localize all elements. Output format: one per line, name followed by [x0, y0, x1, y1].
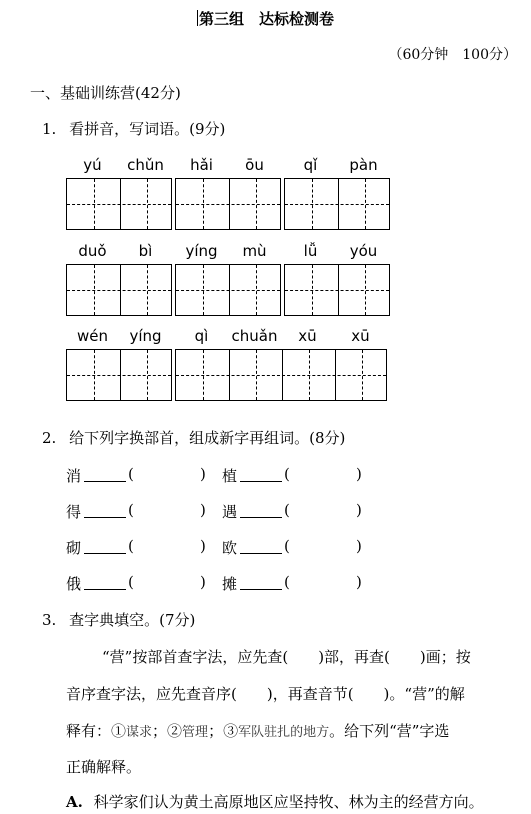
section-heading: 一、基础训练营(42分)	[30, 84, 181, 102]
pinyin-label: qì	[194, 327, 209, 345]
option-label: A.	[66, 793, 83, 811]
q3-line-3	[66, 720, 449, 741]
paren-open: (	[128, 465, 134, 483]
question-text: 给下列字换部首，组成新字再组词。(8分)	[69, 429, 346, 447]
character: 遇	[222, 503, 238, 521]
cell-guide	[176, 204, 280, 205]
pinyin-label: yú	[83, 156, 102, 174]
paren-close: )	[356, 537, 362, 555]
pinyin-label: yíng	[185, 242, 218, 260]
pinyin-label: wén	[76, 327, 108, 345]
time-score: （60分钟 100分）	[388, 47, 517, 63]
writing-box[interactable]	[284, 264, 390, 316]
answer-blank[interactable]	[240, 541, 282, 554]
answer-blank[interactable]	[84, 469, 126, 482]
paren-close: )	[200, 573, 206, 591]
meaning-2: 管理	[182, 725, 209, 740]
question-number: 1.	[42, 120, 57, 138]
writing-box[interactable]	[175, 349, 387, 401]
answer-blank[interactable]	[240, 577, 282, 590]
pinyin-label: yíng	[129, 327, 162, 345]
answer-blank[interactable]	[84, 577, 126, 590]
cell-guide	[285, 290, 389, 291]
paren-open: (	[284, 573, 290, 591]
question-2	[42, 427, 345, 448]
paren-open: (	[284, 465, 290, 483]
character: 砌	[66, 539, 82, 557]
paren-close: )	[356, 501, 362, 519]
text-seg: ；③	[208, 722, 239, 740]
cell-guide	[176, 375, 386, 376]
meaning-1: 谋求	[126, 725, 153, 740]
pinyin-label: xū	[351, 327, 370, 345]
text-cursor	[197, 10, 198, 26]
q3-line-4: 正确解释。	[66, 758, 142, 776]
paren-close: )	[200, 537, 206, 555]
answer-blank[interactable]	[84, 505, 126, 518]
pinyin-label: duǒ	[78, 242, 107, 260]
paren-open: (	[284, 501, 290, 519]
pinyin-label: bì	[138, 242, 153, 260]
character: 摊	[222, 575, 238, 593]
question-number: 3.	[42, 611, 57, 629]
paren-open: (	[128, 501, 134, 519]
title-text: 第三组 达标检测卷	[198, 10, 334, 28]
pinyin-label: pàn	[349, 156, 378, 174]
cell-guide	[285, 204, 389, 205]
paren-close: )	[356, 465, 362, 483]
paren-close: )	[356, 573, 362, 591]
paren-close: )	[200, 501, 206, 519]
question-text: 查字典填空。(7分)	[69, 611, 196, 629]
writing-box[interactable]	[66, 264, 172, 316]
page-title	[0, 8, 531, 29]
pinyin-label: lǚ	[303, 242, 318, 260]
writing-box[interactable]	[66, 349, 172, 401]
paren-open: (	[128, 537, 134, 555]
character: 得	[66, 503, 82, 521]
writing-box[interactable]	[175, 264, 281, 316]
character: 消	[66, 467, 82, 485]
character: 俄	[66, 575, 82, 593]
answer-blank[interactable]	[240, 505, 282, 518]
option-a	[66, 791, 484, 812]
q3-line-1: “营”按部首查字法，应先查( )部，再查( )画；按	[102, 648, 471, 666]
option-text: 科学家们认为黄土高原地区应坚持牧、林为主的经营方向。	[93, 793, 484, 811]
pinyin-label: hǎi	[190, 156, 213, 174]
paren-close: )	[200, 465, 206, 483]
writing-box[interactable]	[284, 178, 390, 230]
pinyin-label: xū	[298, 327, 317, 345]
meaning-3: 军队驻扎的地方	[238, 725, 330, 740]
answer-blank[interactable]	[240, 469, 282, 482]
q3-line-2: 音序查字法，应先查音序( )，再查音节( )。“营”的解	[66, 685, 465, 703]
character: 欧	[222, 539, 238, 557]
text-seg: ；②	[152, 722, 183, 740]
cell-guide	[176, 290, 280, 291]
pinyin-label: chuǎn	[231, 327, 278, 345]
writing-box[interactable]	[66, 178, 172, 230]
pinyin-label: ōu	[245, 156, 264, 174]
question-1	[42, 118, 225, 139]
paren-open: (	[128, 573, 134, 591]
pinyin-label: chǔn	[127, 156, 164, 174]
question-text: 看拼音，写词语。(9分)	[69, 120, 226, 138]
pinyin-label: yóu	[349, 242, 378, 260]
paren-open: (	[284, 537, 290, 555]
question-number: 2.	[42, 429, 57, 447]
cell-guide	[67, 290, 171, 291]
writing-box[interactable]	[175, 178, 281, 230]
pinyin-label: qǐ	[303, 156, 318, 174]
text-seg: 。给下列“营”字选	[329, 722, 450, 740]
cell-guide	[67, 204, 171, 205]
text-seg: 释有：①	[66, 722, 127, 740]
pinyin-label: mù	[242, 242, 267, 260]
answer-blank[interactable]	[84, 541, 126, 554]
question-3	[42, 609, 195, 630]
cell-guide	[67, 375, 171, 376]
character: 植	[222, 467, 238, 485]
